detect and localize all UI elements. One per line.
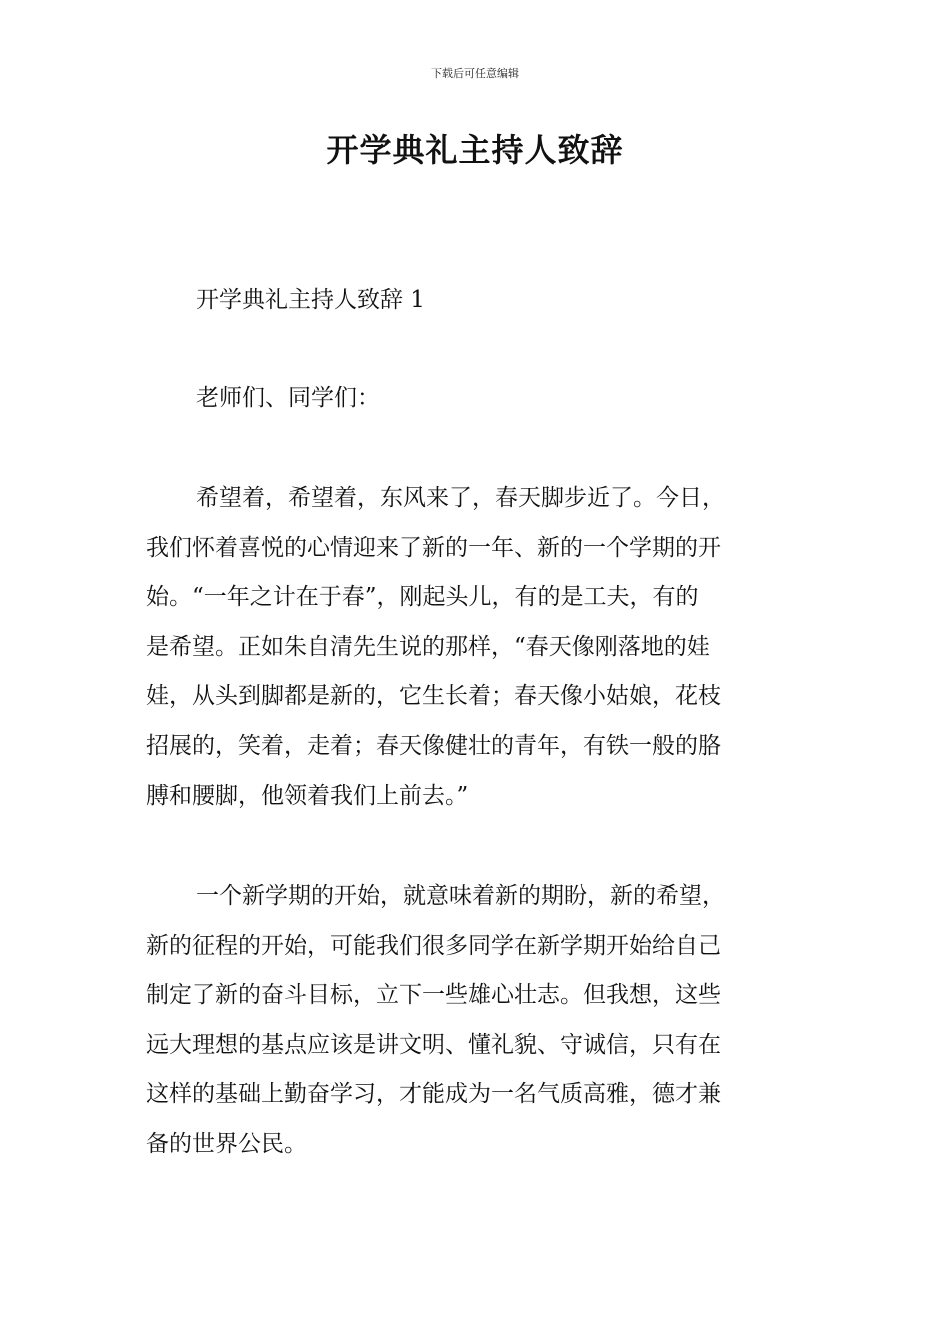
paragraph-1: [146, 474, 806, 821]
header-note: 下载后可任意编辑: [431, 67, 519, 80]
paragraph-line: 备的世界公民。: [146, 1130, 307, 1157]
paragraph-line: 新的征程的开始，可能我们很多同学在新学期开始给自己: [146, 932, 721, 959]
paragraph-line: 我们怀着喜悦的心情迎来了新的一年、新的一个学期的开: [146, 534, 721, 561]
paragraph-line: 膊和腰脚，他领着我们上前去。”: [146, 782, 469, 809]
paragraph-line: 始。“一年之计在于春”，刚起头儿，有的是工夫，有的: [146, 584, 699, 611]
paragraph-line: 一个新学期的开始，就意味着新的期盼，新的希望，: [196, 883, 725, 909]
paragraph-line: 是希望。正如朱自清先生说的那样，“春天像刚落地的娃: [146, 633, 710, 660]
paragraph-line: 制定了新的奋斗目标，立下一些雄心壮志。但我想，这些: [146, 982, 721, 1009]
paragraph-line: 娃，从头到脚都是新的，它生长着；春天像小姑娘，花枝: [146, 683, 721, 710]
document-title: 开学典礼主持人致辞: [326, 131, 624, 169]
paragraph-line: 远大理想的基点应该是讲文明、懂礼貌、守诚信，只有在: [146, 1031, 721, 1058]
section-heading: 开学典礼主持人致辞 1: [196, 287, 425, 313]
salutation: 老师们、同学们：: [196, 385, 380, 411]
paragraph-line: 这样的基础上勤奋学习，才能成为一名气质高雅，德才兼: [146, 1081, 721, 1108]
paragraph-line: 招展的，笑着，走着；春天像健壮的青年，有铁一般的胳: [146, 732, 721, 759]
paragraph-2: [146, 872, 806, 1170]
paragraph-line: 希望着，希望着，东风来了，春天脚步近了。今日，: [196, 485, 725, 511]
